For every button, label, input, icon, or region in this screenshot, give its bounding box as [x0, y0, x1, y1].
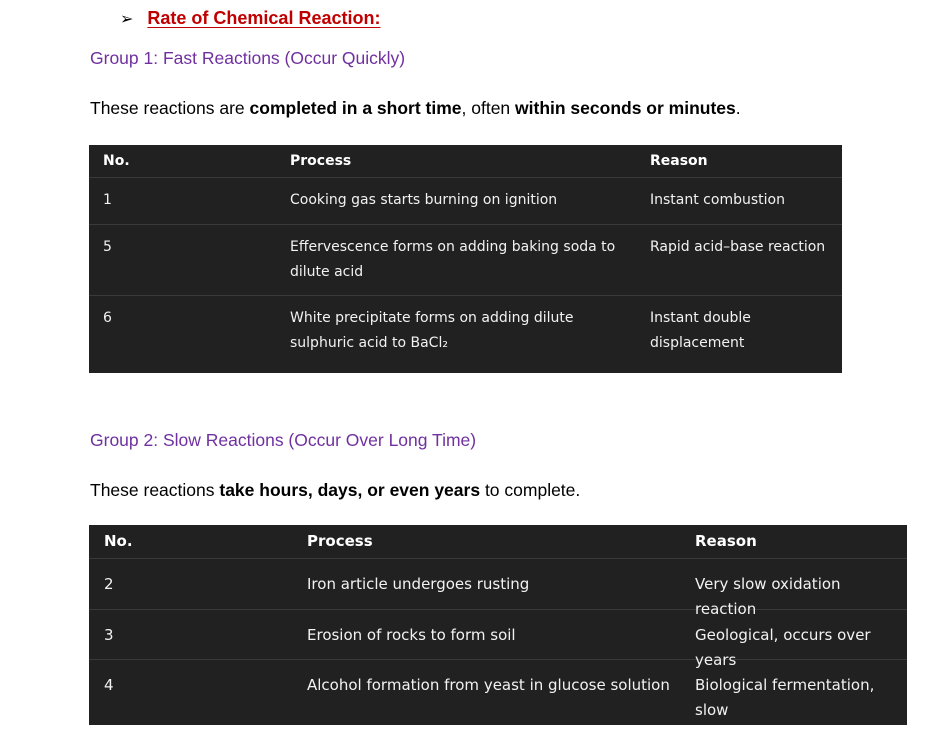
slow-reactions-table	[89, 525, 907, 725]
row-reason: Very slow oxidation reaction	[695, 575, 841, 618]
group1-intro-mid: , often	[461, 98, 516, 118]
header-reason: Reason	[695, 532, 757, 550]
group2-heading: Group 2: Slow Reactions (Occur Over Long Time)	[90, 430, 477, 450]
row-no: 2	[104, 575, 114, 593]
row-process: Iron article undergoes rusting	[307, 575, 530, 593]
row-reason: Biological fermentation, slow	[695, 676, 875, 719]
table-row	[89, 178, 842, 225]
row-process: Cooking gas starts burning on ignition	[290, 192, 558, 208]
row-no: 5	[103, 239, 112, 255]
table-row	[89, 559, 907, 618]
row-no: 3	[104, 626, 114, 644]
group1-intro	[90, 98, 741, 119]
group1-intro-pre: These reactions are	[90, 98, 250, 118]
row-process: Alcohol formation from yeast in glucose solution	[307, 676, 670, 694]
row-reason: Rapid acid–base reaction	[650, 239, 826, 255]
table-header-row	[89, 525, 907, 559]
table-row	[89, 225, 842, 296]
group1-intro-post: .	[735, 98, 741, 118]
group2-intro-bold1: take hours, days, or even years	[219, 480, 481, 500]
section-title: Rate of Chemical Reaction:	[147, 8, 381, 28]
row-reason: Instant combustion	[650, 192, 785, 208]
header-reason: Reason	[650, 153, 708, 169]
header-process: Process	[307, 532, 373, 550]
arrow-bullet-icon: ➢	[120, 8, 134, 28]
group1-intro-bold2: within seconds or minutes	[515, 98, 736, 118]
header-no: No.	[103, 153, 130, 169]
fast-reactions-table	[89, 145, 842, 373]
row-no: 1	[103, 192, 112, 208]
row-process: Effervescence forms on adding baking soda to dilute acid	[290, 239, 616, 280]
header-no: No.	[104, 532, 133, 550]
section-title-row	[120, 8, 380, 29]
row-no: 6	[103, 310, 112, 326]
group2-intro-post: to complete.	[480, 480, 581, 500]
group1-intro-bold1: completed in a short time	[249, 98, 462, 118]
row-reason: Instant double displacement	[650, 310, 751, 351]
row-process: Erosion of rocks to form soil	[307, 626, 516, 644]
row-process: White precipitate forms on adding dilute sulphuric acid to BaCl₂	[290, 310, 574, 351]
group2-intro	[90, 480, 580, 501]
group2-intro-pre: These reactions	[90, 480, 220, 500]
group1-heading: Group 1: Fast Reactions (Occur Quickly)	[90, 48, 406, 68]
table-header-row	[89, 145, 842, 178]
row-no: 4	[104, 676, 114, 694]
header-process: Process	[290, 153, 352, 169]
table-row	[89, 660, 907, 725]
table-row	[89, 610, 907, 669]
row-reason: Geological, occurs over years	[695, 626, 871, 669]
table-row	[89, 296, 842, 373]
